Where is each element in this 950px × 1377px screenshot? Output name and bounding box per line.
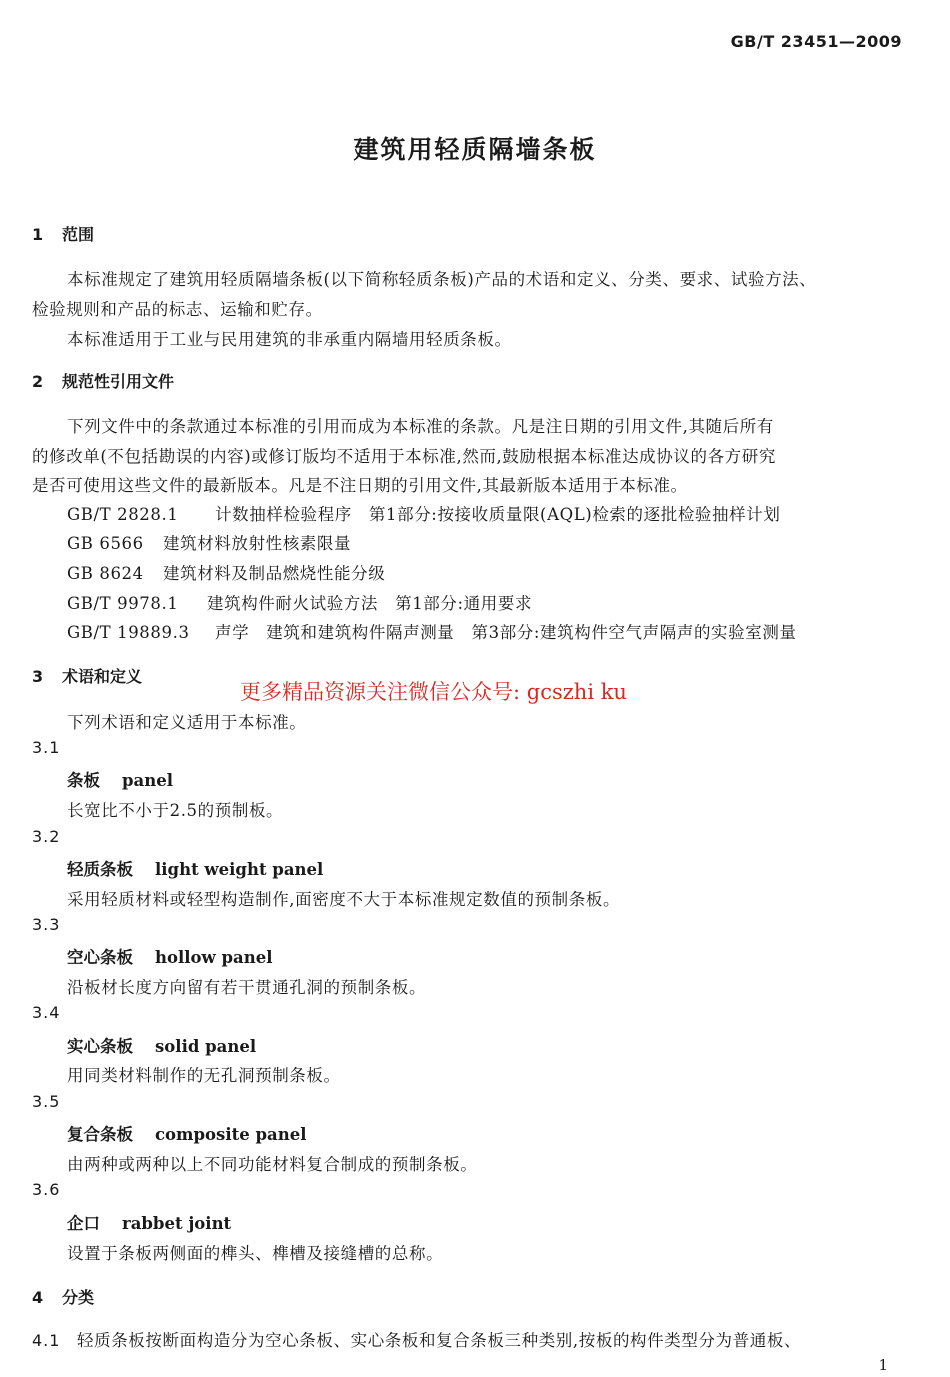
- section-1-heading: [32, 222, 94, 245]
- term-number: 3.6: [32, 1180, 61, 1199]
- reference-title: 声学 建筑和建筑构件隔声测量 第3部分:建筑构件空气声隔声的实验室测量: [215, 623, 797, 642]
- term-entry: [67, 856, 323, 880]
- term-zh: 复合条板: [67, 1125, 133, 1144]
- term-entry: [67, 944, 272, 968]
- term-number: 3.3: [32, 915, 61, 934]
- term-zh: 实心条板: [67, 1037, 133, 1056]
- standard-code: GB/T 23451—2009: [730, 32, 902, 51]
- term-entry: [67, 1210, 231, 1234]
- term-definition: 沿板材长度方向留有若干贯通孔洞的预制条板。: [67, 978, 427, 997]
- term-definition: 由两种或两种以上不同功能材料复合制成的预制条板。: [67, 1155, 478, 1174]
- reference-item: [67, 501, 780, 525]
- section-4-heading: [32, 1285, 94, 1308]
- term-en: panel: [122, 771, 173, 790]
- reference-code: GB/T 9978.1: [67, 594, 179, 613]
- term-zh: 条板: [67, 771, 100, 790]
- document-title: 建筑用轻质隔墙条板: [353, 135, 597, 164]
- term-zh: 轻质条板: [67, 860, 133, 879]
- section-title: 分类: [62, 1288, 95, 1307]
- page-number: 1: [878, 1356, 888, 1374]
- term-number: 3.5: [32, 1092, 61, 1111]
- reference-title: 计数抽样检验程序 第1部分:按接收质量限(AQL)检索的逐批检验抽样计划: [215, 505, 781, 524]
- term-en: rabbet joint: [122, 1214, 232, 1233]
- term-en: solid panel: [155, 1037, 257, 1056]
- section-title: 范围: [62, 225, 95, 244]
- paragraph: 是否可使用这些文件的最新版本。凡是不注日期的引用文件,其最新版本适用于本标准。: [32, 476, 688, 495]
- paragraph: 下列文件中的条款通过本标准的引用而成为本标准的条款。凡是注日期的引用文件,其随后所有: [67, 417, 774, 436]
- term-entry: [67, 1121, 306, 1145]
- reference-code: GB/T 2828.1: [67, 505, 179, 524]
- section-number: 4: [32, 1288, 44, 1307]
- reference-title: 建筑材料及制品燃烧性能分级: [163, 564, 386, 583]
- term-number: 3.1: [32, 738, 61, 757]
- subsection-4-1: [32, 1327, 801, 1351]
- reference-title: 建筑构件耐火试验方法 第1部分:通用要求: [207, 594, 533, 613]
- subsection-number: 4.1: [32, 1331, 61, 1350]
- watermark-text: 更多精品资源关注微信公众号: gcszhi ku: [240, 680, 627, 704]
- term-en: light weight panel: [155, 860, 324, 879]
- section-number: 1: [32, 225, 44, 244]
- term-number: 3.2: [32, 827, 61, 846]
- term-zh: 企口: [67, 1214, 100, 1233]
- reference-title: 建筑材料放射性核素限量: [163, 534, 352, 553]
- section-number: 3: [32, 667, 44, 686]
- term-entry: [67, 1033, 256, 1057]
- paragraph: 下列术语和定义适用于本标准。: [67, 713, 307, 732]
- paragraph: 轻质条板按断面构造分为空心条板、实心条板和复合条板三种类别,按板的构件类型分为普通板、: [77, 1331, 802, 1350]
- term-definition: 设置于条板两侧面的榫头、榫槽及接缝槽的总称。: [67, 1244, 444, 1263]
- section-2-heading: [32, 369, 174, 392]
- section-number: 2: [32, 372, 44, 391]
- term-zh: 空心条板: [67, 948, 133, 967]
- reference-item: [67, 560, 385, 584]
- section-3-heading: [32, 664, 142, 687]
- term-entry: [67, 767, 173, 791]
- paragraph: 本标准适用于工业与民用建筑的非承重内隔墙用轻质条板。: [67, 330, 512, 349]
- reference-code: GB 6566: [67, 534, 144, 553]
- reference-code: GB 8624: [67, 564, 144, 583]
- reference-item: [67, 619, 797, 643]
- term-definition: 采用轻质材料或轻型构造制作,面密度不大于本标准规定数值的预制条板。: [67, 890, 621, 909]
- paragraph: 本标准规定了建筑用轻质隔墙条板(以下简称轻质条板)产品的术语和定义、分类、要求、试验方法、: [67, 270, 817, 289]
- reference-item: [67, 530, 351, 554]
- reference-code: GB/T 19889.3: [67, 623, 190, 642]
- paragraph: 的修改单(不包括勘误的内容)或修订版均不适用于本标准,然而,鼓励根据本标准达成协议的各方研究: [32, 447, 776, 466]
- reference-item: [67, 590, 532, 614]
- section-title: 术语和定义: [62, 667, 143, 686]
- term-number: 3.4: [32, 1003, 61, 1022]
- term-definition: 用同类材料制作的无孔洞预制条板。: [67, 1066, 341, 1085]
- term-definition: 长宽比不小于2.5的预制板。: [67, 801, 284, 820]
- paragraph: 检验规则和产品的标志、运输和贮存。: [32, 300, 323, 319]
- section-title: 规范性引用文件: [62, 372, 175, 391]
- term-en: hollow panel: [155, 948, 273, 967]
- term-en: composite panel: [155, 1125, 307, 1144]
